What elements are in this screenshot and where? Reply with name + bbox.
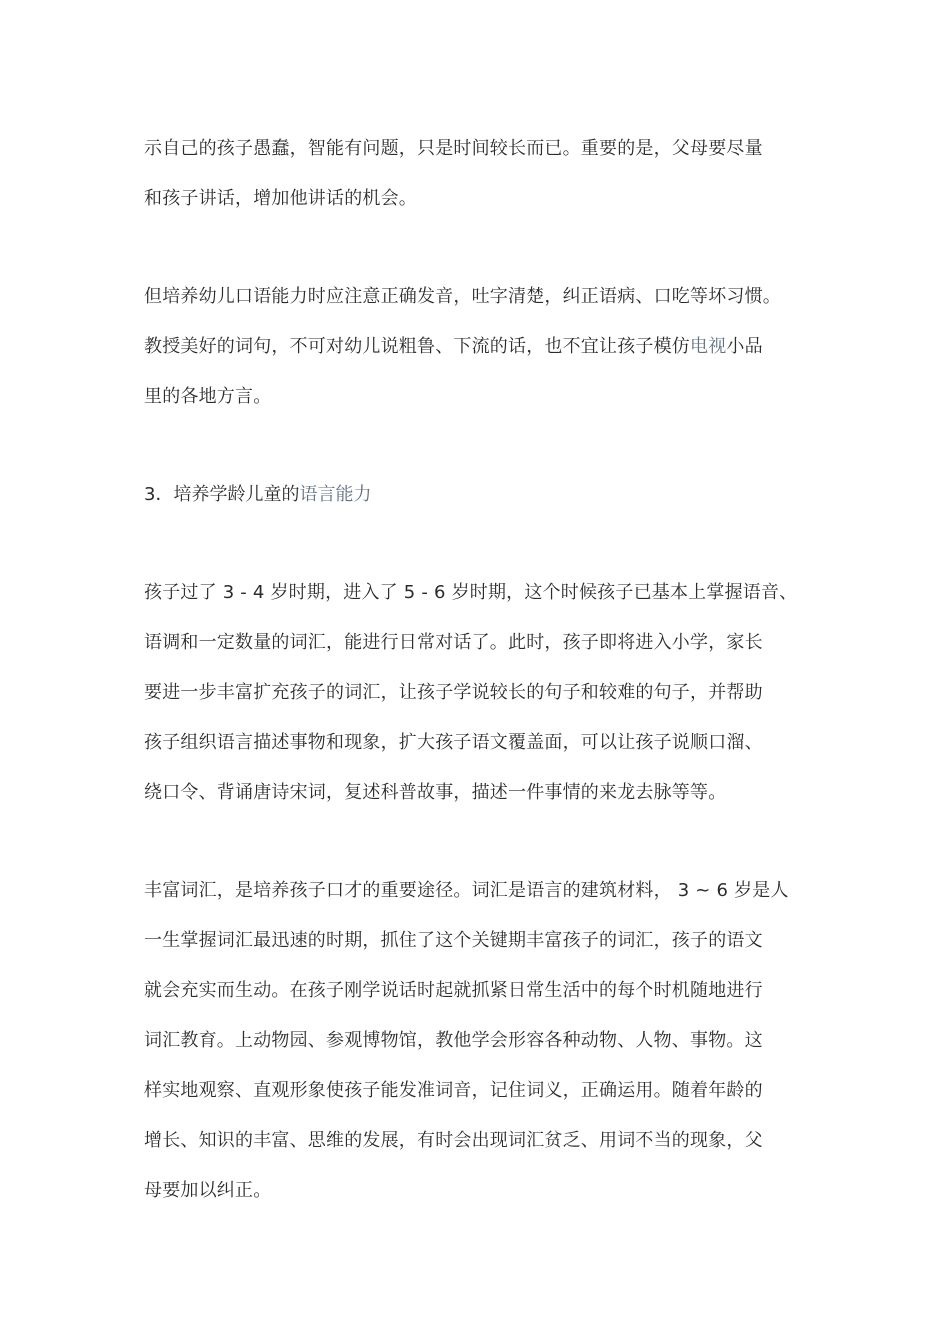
- paragraph-line: 词汇教育。上动物园、参观博物馆，教他学会形容各种动物、人物、事物。这: [144, 1030, 763, 1051]
- paragraph-gap: [144, 224, 814, 272]
- paragraph-line: 绕口令、背诵唐诗宋词，复述科普故事，描述一件事情的来龙去脉等等。: [144, 782, 727, 803]
- tv-link[interactable]: 电视: [690, 336, 727, 357]
- heading-text: 3．培养学龄儿童的: [144, 484, 300, 505]
- paragraph-line: 语调和一定数量的词汇，能进行日常对话了。此时，孩子即将进入小学，家长: [144, 632, 763, 653]
- paragraph-2: [144, 272, 814, 422]
- paragraph-line: 就会充实而生动。在孩子刚学说话时起就抓紧日常生活中的每个时机随地进行: [144, 980, 763, 1001]
- paragraph-line: 示自己的孩子愚蠢，智能有问题，只是时间较长而已。重要的是，父母要尽量: [144, 138, 763, 159]
- paragraph-line: 一生掌握词汇最迅速的时期，抓住了这个关键期丰富孩子的词汇，孩子的语文: [144, 930, 763, 951]
- paragraph-line: 样实地观察、直观形象使孩子能发准词音，记住词义，正确运用。随着年龄的: [144, 1080, 763, 1101]
- paragraph-line: 孩子过了 3 - 4 岁时期，进入了 5 - 6 岁时期，这个时候孩子已基本上掌握语音、: [144, 582, 798, 603]
- paragraph-line: 增长、知识的丰富、思维的发展，有时会出现词汇贫乏、用词不当的现象，父: [144, 1130, 763, 1151]
- paragraph-gap: [144, 818, 814, 866]
- paragraph-line: 但培养幼儿口语能力时应注意正确发音，吐字清楚，纠正语病、口吃等坏习惯。: [144, 286, 781, 307]
- paragraph-3: [144, 568, 814, 818]
- paragraph-line: 里的各地方言。: [144, 386, 272, 407]
- paragraph-text: 小品: [726, 336, 763, 357]
- paragraph-line: [144, 322, 814, 372]
- paragraph-line: 和孩子讲话，增加他讲话的机会。: [144, 188, 417, 209]
- paragraph-line: 母要加以纠正。: [144, 1180, 272, 1201]
- paragraph-gap: [144, 520, 814, 568]
- paragraph-text: 教授美好的词句，不可对幼儿说粗鲁、下流的话，也不宜让孩子模仿: [144, 336, 690, 357]
- paragraph-gap: [144, 422, 814, 470]
- language-ability-link[interactable]: 语言能力: [299, 484, 372, 505]
- paragraph-line: 孩子组织语言描述事物和现象，扩大孩子语文覆盖面，可以让孩子说顺口溜、: [144, 732, 763, 753]
- paragraph-4: [144, 866, 814, 1216]
- paragraph-line: 要进一步丰富扩充孩子的词汇，让孩子学说较长的句子和较难的句子，并帮助: [144, 682, 763, 703]
- document-page: [144, 124, 814, 1216]
- section-heading: [144, 470, 814, 520]
- paragraph-line: 丰富词汇，是培养孩子口才的重要途径。词汇是语言的建筑材料， 3 ~ 6 岁是人: [144, 880, 789, 901]
- paragraph-1: [144, 124, 814, 224]
